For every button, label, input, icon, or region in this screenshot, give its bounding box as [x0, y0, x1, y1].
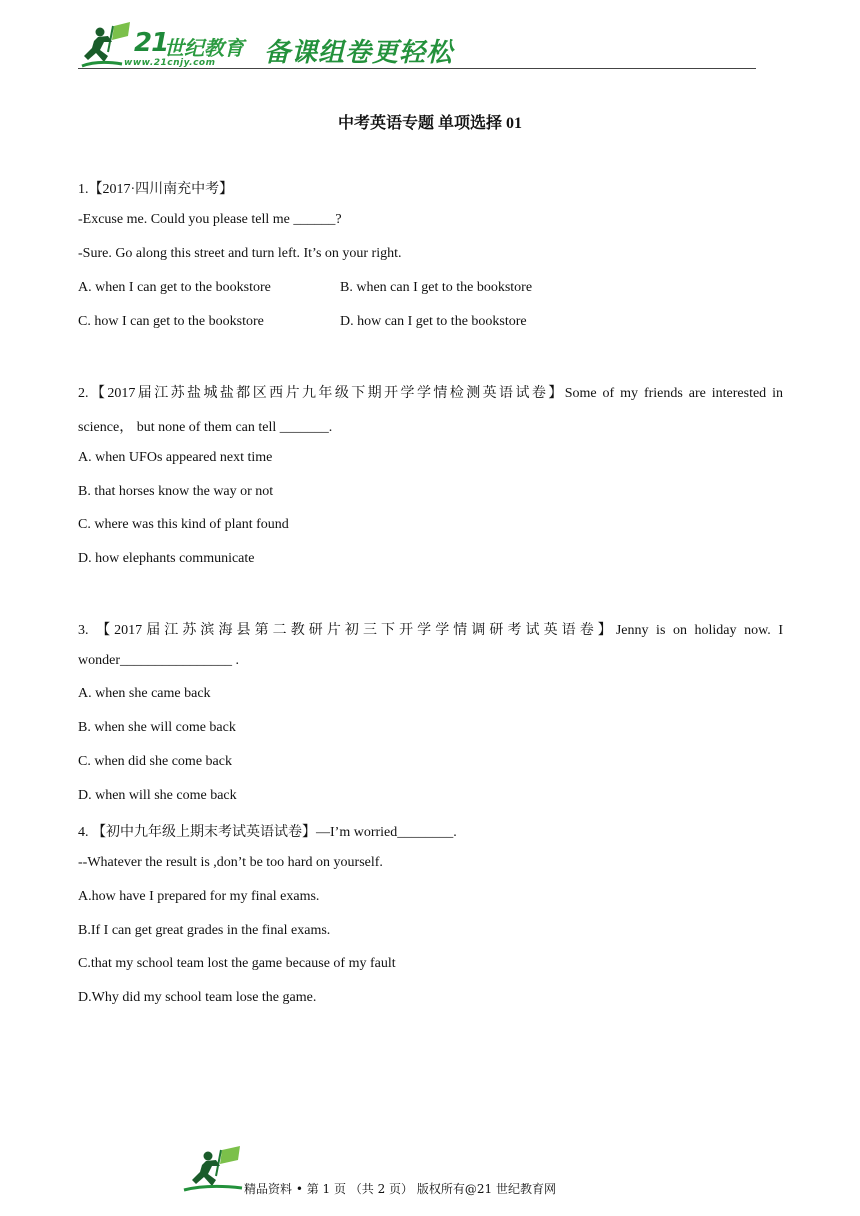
question-2-stem: science， but none of them can tell _______. — [78, 420, 333, 435]
brand-url: www.21cnjy.com — [124, 58, 216, 68]
question-1-option-b: B. when can I get to the bookstore — [340, 280, 533, 295]
footer-page-info: 精品资料 • 第 1 页 （共 2 页） 版权所有@21 世纪教育网 — [244, 1182, 556, 1196]
header-slogan: 备课组卷更轻松 — [264, 38, 454, 68]
brand-number: 21 — [134, 28, 169, 58]
header-divider — [78, 68, 756, 69]
question-1-option-a: A. when I can get to the bookstore — [78, 280, 271, 295]
question-1-stem: -Sure. Go along this street and turn left. It’s on your right. — [78, 246, 402, 261]
question-4-option-d: D.Why did my school team lose the game. — [78, 990, 317, 1005]
question-4-stem: 4. 【初中九年级上期末考试英语试卷】—I’m worried________. — [78, 825, 457, 840]
question-1-option-c: C. how I can get to the bookstore — [78, 314, 264, 329]
question-3-option-c: C. when did she come back — [78, 754, 232, 769]
brand-name: 世纪教育 — [164, 36, 244, 60]
question-2-option-d: D. how elephants communicate — [78, 551, 255, 566]
question-4-option-c: C.that my school team lost the game because of my fault — [78, 956, 396, 971]
question-3-stem: 3. 【2017届江苏滨海县第二教研片初三下开学学情调研考试英语卷】Jenny is on holiday now. I — [78, 623, 783, 638]
question-3-option-a: A. when she came back — [78, 686, 211, 701]
question-3-option-d: D. when will she come back — [78, 788, 237, 803]
question-2-option-b: B. that horses know the way or not — [78, 484, 274, 499]
question-1-heading: 1.【2017·四川南充中考】 — [78, 182, 234, 197]
page-header — [78, 22, 756, 72]
question-2-stem: 2.【2017届江苏盐城盐都区西片九年级下期开学学情检测英语试卷】Some of my friends are interested in — [78, 386, 783, 401]
question-1-stem: -Excuse me. Could you please tell me ______? — [78, 212, 342, 227]
question-4-option-b: B.If I can get great grades in the final exams. — [78, 923, 331, 938]
question-2-option-a: A. when UFOs appeared next time — [78, 450, 273, 465]
footer-runner-logo-icon — [182, 1146, 246, 1192]
question-1-option-d: D. how can I get to the bookstore — [340, 314, 527, 329]
question-4-stem: --Whatever the result is ,don’t be too hard on yourself. — [78, 855, 383, 870]
question-3-option-b: B. when she will come back — [78, 720, 236, 735]
question-4-option-a: A.how have I prepared for my final exams. — [78, 889, 320, 904]
question-2-option-c: C. where was this kind of plant found — [78, 517, 289, 532]
page-title: 中考英语专题 单项选择 01 — [337, 115, 522, 132]
question-3-stem: wonder________________ . — [78, 653, 239, 668]
